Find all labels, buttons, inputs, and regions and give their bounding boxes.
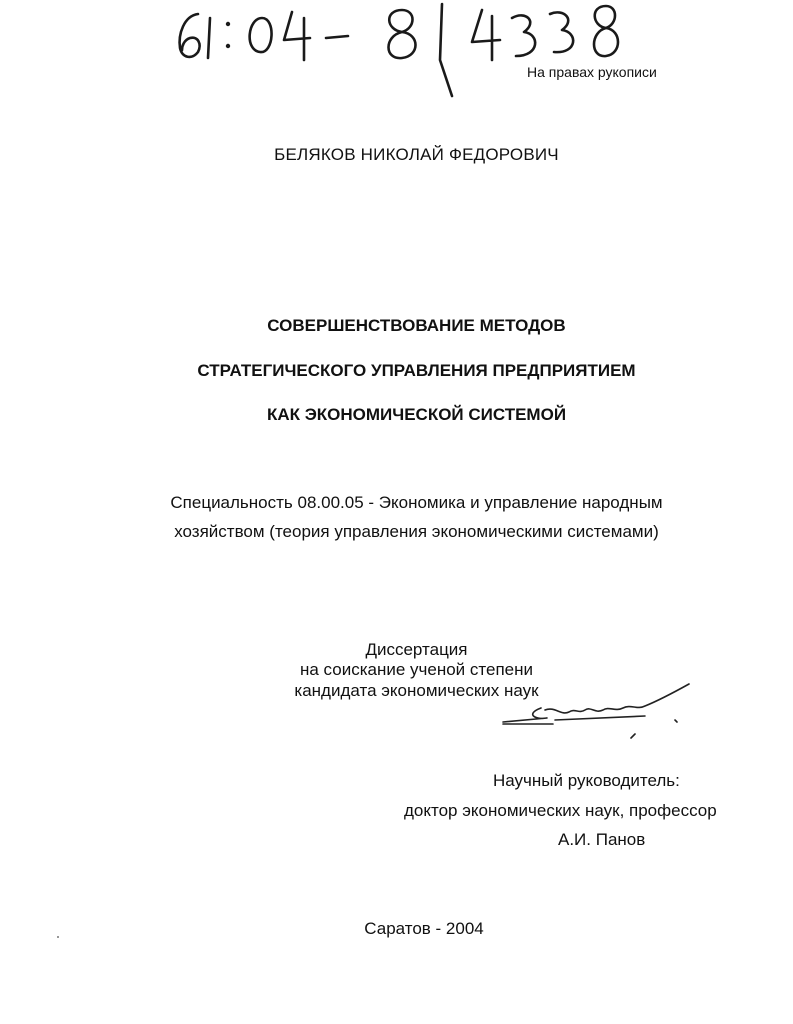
specialty-line-1: Специальность 08.00.05 - Экономика и управление народным: [170, 493, 663, 512]
dissertation-degree-line-1: на соискание ученой степени: [299, 660, 533, 679]
dissertation-degree-line-2: кандидата экономических наук: [294, 681, 539, 700]
supervisor-degree: доктор экономических наук, профессор: [404, 801, 717, 820]
rights-note: На правах рукописи: [527, 64, 657, 80]
thesis-title-line-2: СТРАТЕГИЧЕСКОГО УПРАВЛЕНИЯ ПРЕДПРИЯТИЕМ: [197, 361, 636, 380]
scan-speck: [57, 936, 59, 938]
thesis-title-line-1: СОВЕРШЕНСТВОВАНИЕ МЕТОДОВ: [267, 316, 566, 335]
supervisor-name: А.И. Панов: [558, 830, 646, 849]
author-name: БЕЛЯКОВ НИКОЛАЙ ФЕДОРОВИЧ: [274, 145, 559, 164]
handwritten-archive-code: [170, 0, 640, 100]
thesis-title-line-3: КАК ЭКОНОМИЧЕСКОЙ СИСТЕМОЙ: [266, 405, 567, 424]
supervisor-label: Научный руководитель:: [493, 771, 680, 790]
specialty-line-2: хозяйством (теория управления экономическими системами): [174, 522, 659, 541]
city-year: Саратов - 2004: [364, 919, 484, 938]
dissertation-type: Диссертация: [365, 640, 468, 659]
author-signature: [495, 680, 695, 745]
